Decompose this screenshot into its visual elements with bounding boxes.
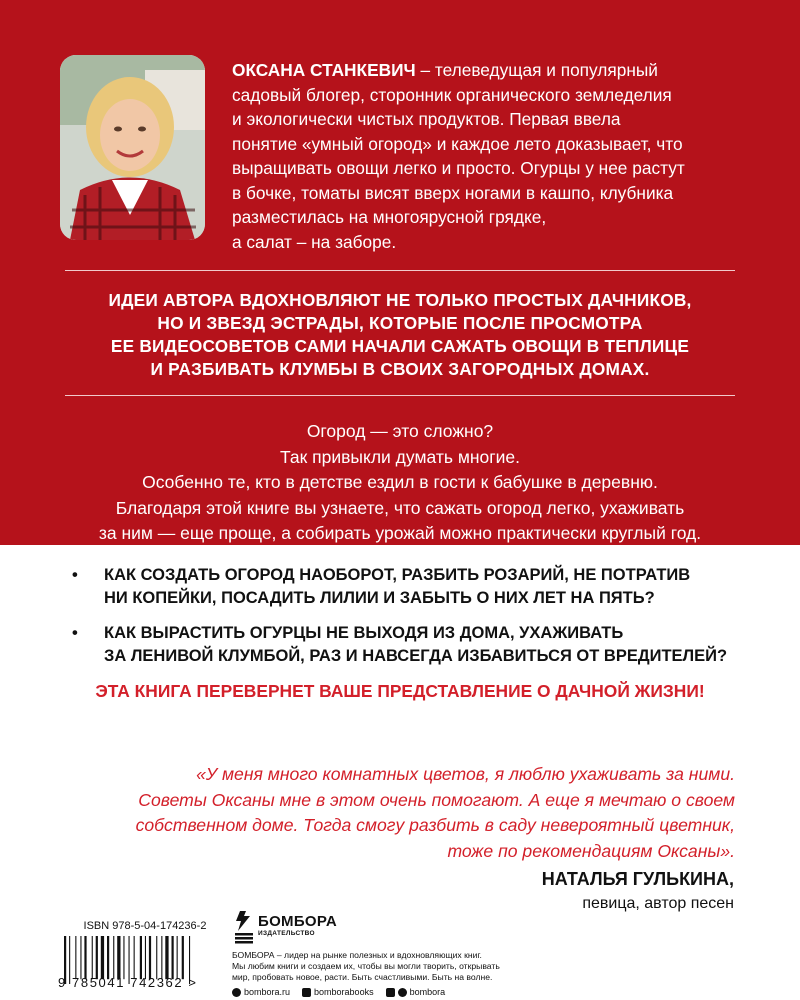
bullet-dot: • (72, 566, 78, 584)
bio-line: и экологически чистых продуктов. Первая ввела (232, 109, 621, 129)
publisher-subtitle: ИЗДАТЕЛЬСТВО (258, 930, 315, 937)
barcode-bar (172, 936, 174, 979)
barcode-bar (177, 936, 178, 979)
bio-line: выращивать овощи легко и просто. Огурцы у нее растут (232, 158, 685, 178)
barcode-bar (123, 936, 124, 979)
barcode-bar (140, 936, 142, 979)
barcode-bar (75, 936, 76, 979)
divider (65, 395, 735, 396)
tagline: ЭТА КНИГА ПЕРЕВЕРНЕТ ВАШЕ ПРЕДСТАВЛЕНИЕ О ДАЧНОЙ ЖИЗНИ! (95, 681, 705, 701)
bullet-list (66, 564, 756, 680)
barcode-bar (113, 936, 114, 979)
bio-line: понятие «умный огород» и каждое лето доказывает, что (232, 133, 683, 154)
author-name: ОКСАНА СТАНКЕВИЧ (232, 60, 416, 80)
bio-line: а салат – на заборе. (232, 231, 397, 252)
isbn-label: ISBN 978-5-04-174236-2 (83, 920, 207, 932)
vk-icon (302, 988, 311, 997)
bullet-dot: • (72, 624, 78, 642)
barcode-bar (101, 936, 104, 979)
barcode-bar (145, 936, 146, 979)
bio-line: в бочке, томаты висят вверх ногами в кашпо, клубника (232, 182, 674, 203)
barcode-digits: 9 785041 742362 > (58, 975, 198, 990)
barcode-bar (84, 936, 86, 979)
social-site[interactable]: bombora.ru (232, 987, 290, 997)
intro-text: Огород — это сложно? Так привыкли думать многие. Особенно те, кто в детстве ездил в гости к бабушке в деревню. Благодаря этой книге вы узнаете, что сажать огород легко, ухаживать за ним — еще проще, а собирать урожай можно практически круглый год. (98, 421, 702, 543)
barcode-bar (156, 936, 157, 979)
barcode-bar (149, 936, 151, 979)
barcode-bar (80, 936, 81, 979)
publisher-name: БОМБОРА (258, 913, 338, 930)
barcode-bar (134, 936, 135, 979)
barcode-bar (182, 936, 184, 979)
video-icon (386, 988, 395, 997)
testimonial-quote: «У меня много комнатных цветов, я люблю ухаживать за ними. Советы Оксаны мне в этом очень помогают. А еще я мечтаю о своем собственном доме. Тогда смогу разбить в саду невероятный цветник, тоже по рекомендациям Оксаны». (135, 764, 735, 861)
author-photo (60, 55, 205, 240)
bullet-item: • КАК ВЫРАСТИТЬ ОГУРЦЫ НЕ ВЫХОДЯ ИЗ ДОМА, УХАЖИВАТЬ ЗА ЛЕНИВОЙ КЛУМБОЙ, РАЗ И НАВСЕГДА ИЗБАВИТЬСЯ ОТ ВРЕДИТЕЛЕЙ? (72, 624, 728, 665)
quote-author-role: певица, автор песен (582, 895, 734, 912)
divider (65, 270, 735, 271)
highlight-block: ИДЕИ АВТОРА ВДОХНОВЛЯЮТ НЕ ТОЛЬКО ПРОСТЫХ ДАЧНИКОВ, НО И ЗВЕЗД ЭСТРАДЫ, КОТОРЫЕ ПОСЛЕ ПРОСМОТРА ЕЕ ВИДЕОСОВЕТОВ САМИ НАЧАЛИ САЖАТЬ ОВОЩИ В ТЕПЛИЦЕ И РАЗБИВАТЬ КЛУМБЫ В СВОИХ ЗАГОРОДНЫХ ДОМАХ. (108, 290, 692, 379)
quote-author: НАТАЛЬЯ ГУЛЬКИНА, (541, 869, 734, 889)
telegram-icon (398, 988, 407, 997)
social-messengers[interactable]: bombora (386, 987, 446, 997)
social-vk[interactable]: bomborabooks (302, 987, 374, 997)
barcode-bar (165, 936, 168, 979)
publisher-about: БОМБОРА – лидер на рынке полезных и вдохновляющих книг. Мы любим книги и создаем их, чтобы вы могли творить, открывать мир, пробовать новое, расти. Быть счастливыми. Быть на волне. (232, 950, 500, 982)
barcode-bar (92, 936, 93, 979)
barcode-bar (107, 936, 109, 979)
author-bio: ОКСАНА СТАНКЕВИЧ – телеведущая и популярный садовый блогер, сторонник органического земледелия и экологически чистых продуктов. Первая ввела понятие «умный огород» и каждое лето доказывает, что выращивать овощи легко и просто. Огурцы у нее растут в бочке, томаты висят вверх ногами в кашпо, клубника разместилась на многоярусной грядке, а салат – на заборе. (232, 58, 772, 254)
publisher-socials (232, 987, 445, 997)
bio-line: садовый блогер, сторонник органического земледелия (232, 84, 672, 105)
barcode-bar (96, 936, 98, 979)
globe-icon (232, 988, 241, 997)
barcode-bar (117, 936, 120, 979)
bullet-item: • КАК СОЗДАТЬ ОГОРОД НАОБОРОТ, РАЗБИТЬ РОЗАРИЙ, НЕ ПОТРАТИВ НИ КОПЕЙКИ, ПОСАДИТЬ ЛИЛИИ И ЗАБЫТЬ О НИХ ЛЕТ НА ПЯТЬ? (72, 566, 691, 607)
barcode-bar (161, 936, 162, 979)
bio-line: разместилась на многоярусной грядке, (232, 207, 547, 227)
